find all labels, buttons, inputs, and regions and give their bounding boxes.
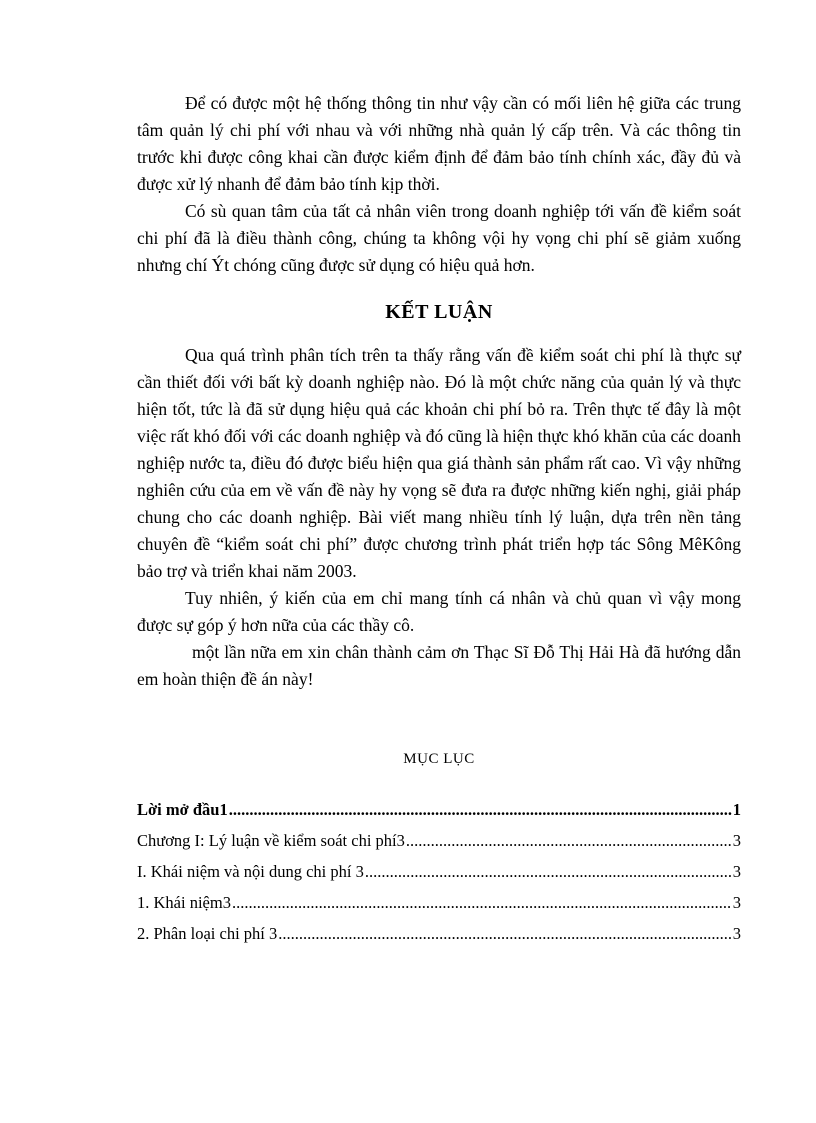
- toc-entry-label: 1. Khái niệm3: [137, 893, 231, 912]
- toc-leader-dots: [278, 918, 732, 949]
- toc-entry-khai-niem[interactable]: [137, 887, 741, 918]
- toc-entry-chuong-1[interactable]: [137, 825, 741, 856]
- document-page: [137, 90, 741, 949]
- toc-entry-phan-loai[interactable]: [137, 918, 741, 949]
- toc-entry-page: 3: [732, 893, 741, 912]
- conclusion-paragraph-2: Tuy nhiên, ý kiến của em chỉ mang tính cá nhân và chủ quan vì vậy mong được sự góp ý hơn nữa của các thầy cô.: [137, 588, 741, 635]
- toc-entry-page: 3: [732, 831, 741, 850]
- toc-entry-page: 1: [732, 800, 741, 819]
- toc-leader-dots: [229, 794, 732, 825]
- toc-leader-dots: [365, 856, 732, 887]
- toc-entry-loi-mo-dau[interactable]: [137, 794, 741, 825]
- toc-entry-section-1[interactable]: [137, 856, 741, 887]
- conclusion-paragraph-3: một lần nữa em xin chân thành cảm ơn Thạc Sĩ Đỗ Thị Hải Hà đã hướng dẫn em hoàn thiện đề án này!: [137, 642, 741, 689]
- toc-entry-page: 3: [732, 924, 741, 943]
- toc-entry-label: I. Khái niệm và nội dung chi phí 3: [137, 862, 364, 881]
- conclusion-paragraph-1: Qua quá trình phân tích trên ta thấy rằng vấn đề kiểm soát chi phí là thực sự cần thiết đối với bất kỳ doanh nghiệp nào. Đó là một chức năng của quản lý và thực hiện tốt, tức là đã sử dụng hiệu quả các khoản chi phí bỏ ra. Trên thực tế đây là một việc rất khó đối với các doanh nghiệp và đó cũng là hiện thực khó khăn của các doanh nghiệp nước ta, điều đó được biểu hiện qua giá thành sản phẩm rất cao. Vì vậy những nghiên cứu của em về vấn đề này hy vọng sẽ đưa ra được những kiến nghị, giải pháp chung cho các doanh nghiệp. Bài viết mang nhiều tính lý luận, dựa trên nền tảng chuyên đề “kiểm soát chi phí” được chương trình phát triển hợp tác Sông MêKông bảo trợ và triển khai năm 2003.: [137, 345, 741, 581]
- toc-title: MỤC LỤC: [403, 751, 475, 767]
- toc-entry-label: 2. Phân loại chi phí 3: [137, 924, 278, 943]
- intro-paragraph-1: Để có được một hệ thống thông tin như vậy cần có mối liên hệ giữa các trung tâm quản lý chi phí với nhau và với những nhà quản lý cấp trên. Và các thông tin trước khi được công khai cần được kiểm định để đảm bảo tính chính xác, đầy đủ và được xử lý nhanh để đảm bảo tính kịp thời.: [137, 93, 741, 194]
- toc-entry-page: 3: [732, 862, 741, 881]
- intro-paragraph-2: Có sù quan tâm của tất cả nhân viên trong doanh nghiệp tới vấn đề kiểm soát chi phí đã là điều thành công, chúng ta không vội hy vọng chi phí sẽ giảm xuống nhưng chí Ýt chóng cũng được sử dụng có hiệu quả hơn.: [137, 201, 741, 275]
- toc-leader-dots: [406, 825, 732, 856]
- table-of-contents: [137, 794, 741, 949]
- conclusion-heading: KẾT LUẬN: [385, 301, 493, 323]
- toc-entry-label: Lời mở đầu1: [137, 800, 228, 819]
- toc-leader-dots: [232, 887, 732, 918]
- toc-entry-label: Chương I: Lý luận về kiểm soát chi phí3: [137, 831, 405, 850]
